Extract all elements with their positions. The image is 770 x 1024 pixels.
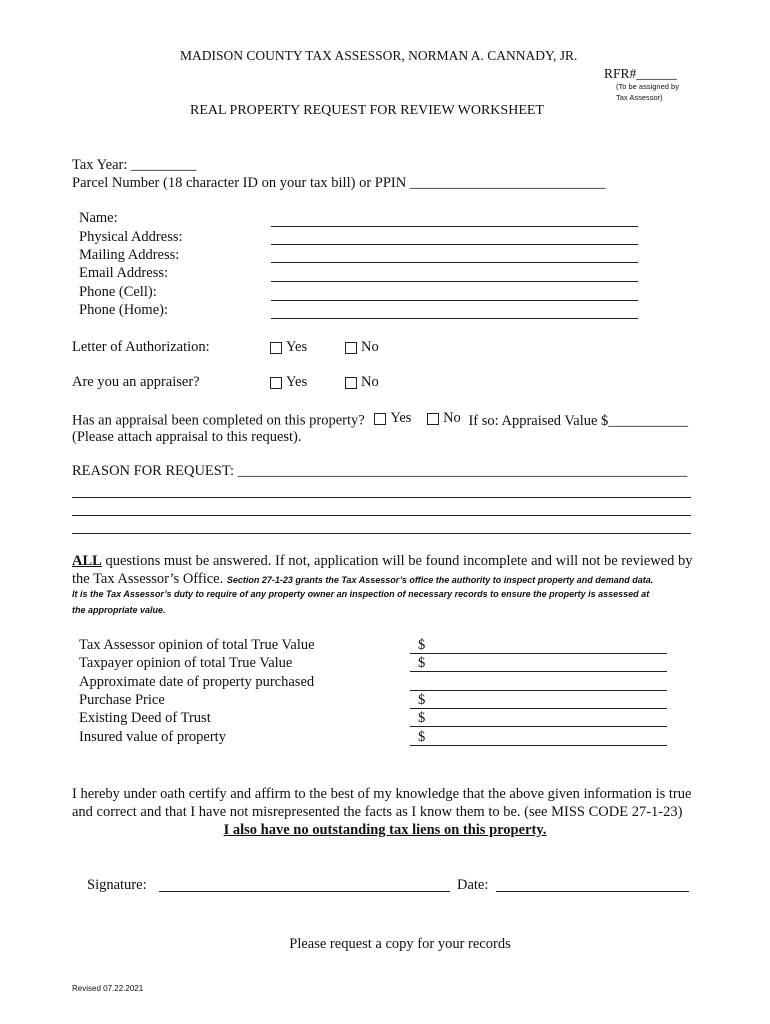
rfr-note-2: Tax Assessor) (616, 93, 663, 102)
reason-label: REASON FOR REQUEST: ______________________________________________________________ (72, 463, 688, 479)
physical-address-input-line[interactable] (271, 244, 638, 245)
currency-prefix: $ (418, 637, 426, 653)
deed-of-trust-label: Existing Deed of Trust (79, 710, 211, 726)
checkbox-icon[interactable] (345, 377, 357, 389)
tax-liens-statement: I also have no outstanding tax liens on this property. (223, 822, 547, 838)
oath-line-2: and correct and that I have not misrepresented the facts as I know them to be. (see MISS CODE 27-1-23) (72, 804, 683, 820)
checkbox-icon[interactable] (374, 413, 386, 425)
currency-prefix: $ (418, 655, 426, 671)
authorization-label: Letter of Authorization: (72, 339, 210, 355)
notice-text: the Tax Assessor’s Office. (72, 571, 227, 587)
name-input-line[interactable] (271, 226, 638, 227)
purchase-date-input-line[interactable] (410, 690, 667, 691)
checkbox-icon[interactable] (427, 413, 439, 425)
currency-prefix: $ (418, 710, 426, 726)
reason-input-line[interactable] (72, 515, 691, 516)
appraised-value-field[interactable]: If so: Appraised Value $___________ (468, 412, 689, 429)
appraisal-label: Has an appraisal been completed on this property? (72, 412, 365, 429)
appraiser-no-option[interactable] (345, 374, 379, 391)
insured-value-input-line[interactable] (410, 745, 667, 746)
organization-header: MADISON COUNTY TAX ASSESSOR, NORMAN A. CANNADY, JR. (180, 48, 578, 63)
email-address-input-line[interactable] (271, 281, 638, 282)
email-address-label: Email Address: (79, 265, 169, 281)
date-input-line[interactable] (496, 891, 689, 892)
no-label: No (361, 374, 379, 390)
phone-home-input-line[interactable] (271, 318, 638, 319)
page-title: REAL PROPERTY REQUEST FOR REVIEW WORKSHEET (190, 103, 544, 118)
tax-year-field[interactable]: Tax Year: _________ (72, 157, 197, 173)
checkbox-icon[interactable] (270, 342, 282, 354)
deed-of-trust-input-line[interactable] (410, 726, 667, 727)
checkbox-icon[interactable] (345, 342, 357, 354)
notice-line-1 (72, 553, 693, 570)
appraiser-label: Are you an appraiser? (72, 374, 200, 390)
revision-date: Revised 07.22.2021 (72, 984, 144, 993)
appraisal-yes-option[interactable] (374, 410, 411, 427)
mailing-address-label: Mailing Address: (79, 247, 180, 263)
notice-text: questions must be answered. If not, application will be found incomplete and will not be reviewed by (101, 553, 693, 569)
purchase-price-input-line[interactable] (410, 708, 667, 709)
currency-prefix: $ (418, 729, 426, 745)
no-label: No (443, 410, 461, 426)
reason-input-line[interactable] (72, 497, 691, 498)
phone-cell-label: Phone (Cell): (79, 284, 157, 300)
assessor-opinion-input-line[interactable] (410, 653, 667, 654)
yes-label: Yes (286, 374, 308, 390)
physical-address-label: Physical Address: (79, 229, 183, 245)
insured-value-label: Insured value of property (79, 729, 226, 745)
notice-all-emphasis: ALL (72, 553, 102, 569)
rfr-note-1: (To be assigned by (616, 82, 679, 91)
phone-cell-input-line[interactable] (271, 300, 638, 301)
appraisal-note: (Please attach appraisal to this request). (72, 429, 302, 445)
taxpayer-opinion-label: Taxpayer opinion of total True Value (79, 655, 293, 671)
signature-input-line[interactable] (159, 891, 450, 892)
checkbox-icon[interactable] (270, 377, 282, 389)
mailing-address-input-line[interactable] (271, 262, 638, 263)
currency-prefix: $ (418, 692, 426, 708)
purchase-date-label: Approximate date of property purchased (79, 674, 315, 690)
notice-statute-text: Section 27-1-23 grants the Tax Assessor’s office the authority to inspect property and demand data. (226, 575, 654, 585)
authorization-no-option[interactable] (345, 339, 379, 356)
yes-label: Yes (286, 339, 308, 355)
oath-line-1: I hereby under oath certify and affirm to the best of my knowledge that the above given information is true (72, 786, 692, 802)
parcel-number-field[interactable]: Parcel Number (18 character ID on your tax bill) or PPIN ___________________________ (72, 175, 606, 191)
taxpayer-opinion-input-line[interactable] (410, 671, 667, 672)
name-label: Name: (79, 210, 118, 226)
copy-request-note: Please request a copy for your records (289, 936, 511, 952)
purchase-price-label: Purchase Price (79, 692, 165, 708)
no-label: No (361, 339, 379, 355)
appraisal-question (72, 410, 688, 430)
phone-home-label: Phone (Home): (79, 302, 168, 318)
rfr-number: RFR#______ (604, 66, 677, 81)
signature-label: Signature: (87, 877, 147, 893)
appraiser-yes-option[interactable] (270, 374, 307, 391)
notice-line-3: It is the Tax Assessor’s duty to require of any property owner an inspection of necessary records to ensure the property is assessed at (72, 589, 650, 599)
appraisal-no-option[interactable] (427, 410, 461, 427)
yes-label: Yes (390, 410, 412, 426)
notice-line-2 (72, 571, 653, 588)
reason-input-line[interactable] (72, 533, 691, 534)
notice-line-4: the appropriate value. (72, 605, 166, 615)
assessor-opinion-label: Tax Assessor opinion of total True Value (79, 637, 315, 653)
authorization-yes-option[interactable] (270, 339, 307, 356)
date-label: Date: (457, 877, 489, 893)
